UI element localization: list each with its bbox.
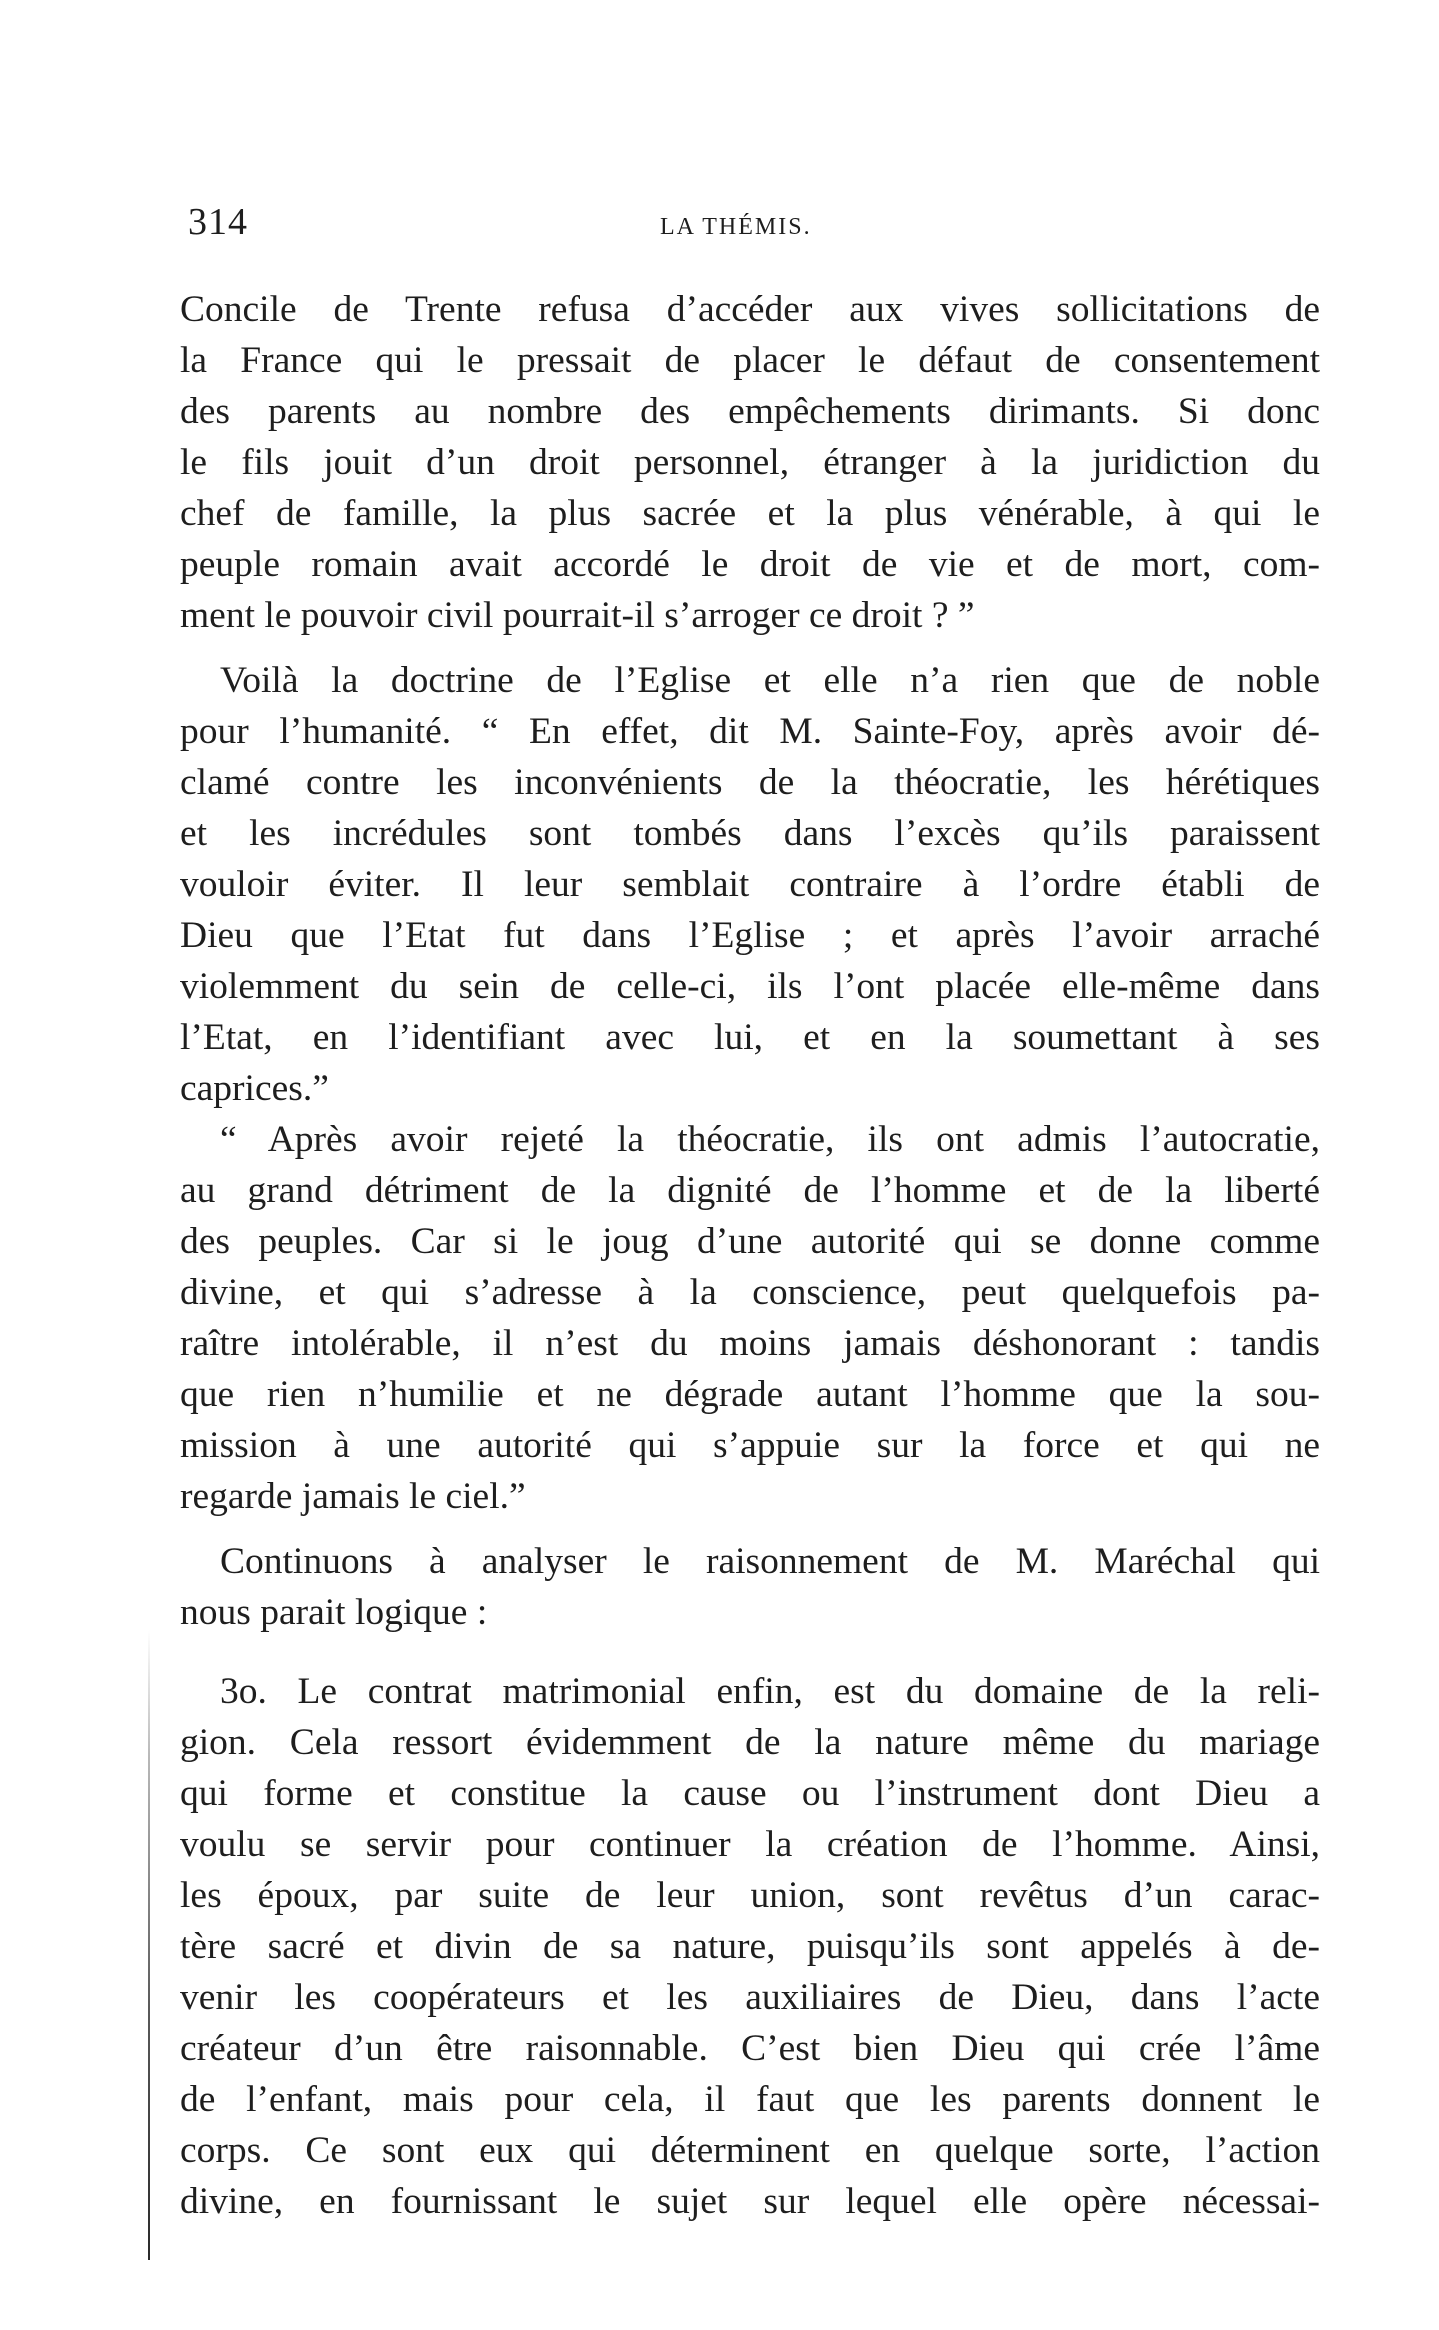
- text-line: vouloir éviter. Il leur semblait contraire à l’ordre établi de: [180, 864, 1320, 905]
- text-line: au grand détriment de la dignité de l’homme et de la liberté: [180, 1170, 1320, 1211]
- text-line: pour l’humanité. “ En effet, dit M. Sainte-Foy, après avoir dé-: [180, 711, 1320, 752]
- text-line: créateur d’un être raisonnable. C’est bien Dieu qui crée l’âme: [180, 2028, 1320, 2069]
- text-line: Concile de Trente refusa d’accéder aux vives sollicitations de: [180, 289, 1320, 330]
- text-line: des peuples. Car si le joug d’une autorité qui se donne comme: [180, 1221, 1320, 1262]
- body-text: [180, 282, 1320, 2227]
- text-line: tère sacré et divin de sa nature, puisqu’ils sont appelés à de-: [180, 1926, 1320, 1967]
- text-line: l’Etat, en l’identifiant avec lui, et en la soumettant à ses: [180, 1017, 1320, 1058]
- text-line: gion. Cela ressort évidemment de la nature même du mariage: [180, 1722, 1320, 1763]
- text-line: Dieu que l’Etat fut dans l’Eglise ; et après l’avoir arraché: [180, 915, 1320, 956]
- text-line: corps. Ce sont eux qui déterminent en quelque sorte, l’action: [180, 2130, 1320, 2171]
- text-line: divine, en fournissant le sujet sur lequel elle opère nécessai-: [180, 2181, 1320, 2222]
- paragraph-1: [180, 284, 1320, 641]
- text-line: que rien n’humilie et ne dégrade autant l’homme que la sou-: [180, 1374, 1320, 1415]
- text-line: venir les coopérateurs et les auxiliaires de Dieu, dans l’acte: [180, 1977, 1320, 2018]
- text-line: clamé contre les inconvénients de la théocratie, les hérétiques: [180, 762, 1320, 803]
- text-line: la France qui le pressait de placer le défaut de consentement: [180, 340, 1320, 381]
- text-line: les époux, par suite de leur union, sont revêtus d’un carac-: [180, 1875, 1320, 1916]
- running-header: [188, 200, 1318, 250]
- paragraph-4: [180, 1536, 1320, 1638]
- text-line: qui forme et constitue la cause ou l’instrument dont Dieu a: [180, 1773, 1320, 1814]
- text-line: mission à une autorité qui s’appuie sur la force et qui ne: [180, 1425, 1320, 1466]
- text-line: des parents au nombre des empêchements dirimants. Si donc: [180, 391, 1320, 432]
- text-line: Continuons à analyser le raisonnement de M. Maréchal qui: [220, 1541, 1320, 1582]
- text-line: le fils jouit d’un droit personnel, étranger à la juridiction du: [180, 442, 1320, 483]
- text-line: chef de famille, la plus sacrée et la plus vénérable, à qui le: [180, 493, 1320, 534]
- text-line: violemment du sein de celle-ci, ils l’ont placée elle-même dans: [180, 966, 1320, 1007]
- paragraph-5: [180, 1666, 1320, 2227]
- margin-rule: [148, 1630, 150, 2260]
- text-line: 3o. Le contrat matrimonial enfin, est du domaine de la reli-: [220, 1671, 1320, 1712]
- text-line: regarde jamais le ciel.”: [180, 1476, 526, 1517]
- text-line: nous parait logique :: [180, 1592, 488, 1633]
- text-line: raître intolérable, il n’est du moins jamais déshonorant : tandis: [180, 1323, 1320, 1364]
- paragraph-2: [180, 655, 1320, 1114]
- text-line: ment le pouvoir civil pourrait-il s’arroger ce droit ? ”: [180, 595, 975, 636]
- text-line: et les incrédules sont tombés dans l’excès qu’ils paraissent: [180, 813, 1320, 854]
- text-line: divine, et qui s’adresse à la conscience, peut quelquefois pa-: [180, 1272, 1320, 1313]
- page-number: 314: [188, 201, 248, 243]
- running-title: LA THÉMIS.: [660, 214, 812, 240]
- text-line: de l’enfant, mais pour cela, il faut que les parents donnent le: [180, 2079, 1320, 2120]
- paragraph-3: [180, 1114, 1320, 1522]
- text-line: caprices.”: [180, 1068, 329, 1109]
- text-line: “ Après avoir rejeté la théocratie, ils ont admis l’autocratie,: [220, 1119, 1320, 1160]
- text-line: voulu se servir pour continuer la création de l’homme. Ainsi,: [180, 1824, 1320, 1865]
- text-line: Voilà la doctrine de l’Eglise et elle n’a rien que de noble: [220, 660, 1320, 701]
- text-line: peuple romain avait accordé le droit de vie et de mort, com-: [180, 544, 1320, 585]
